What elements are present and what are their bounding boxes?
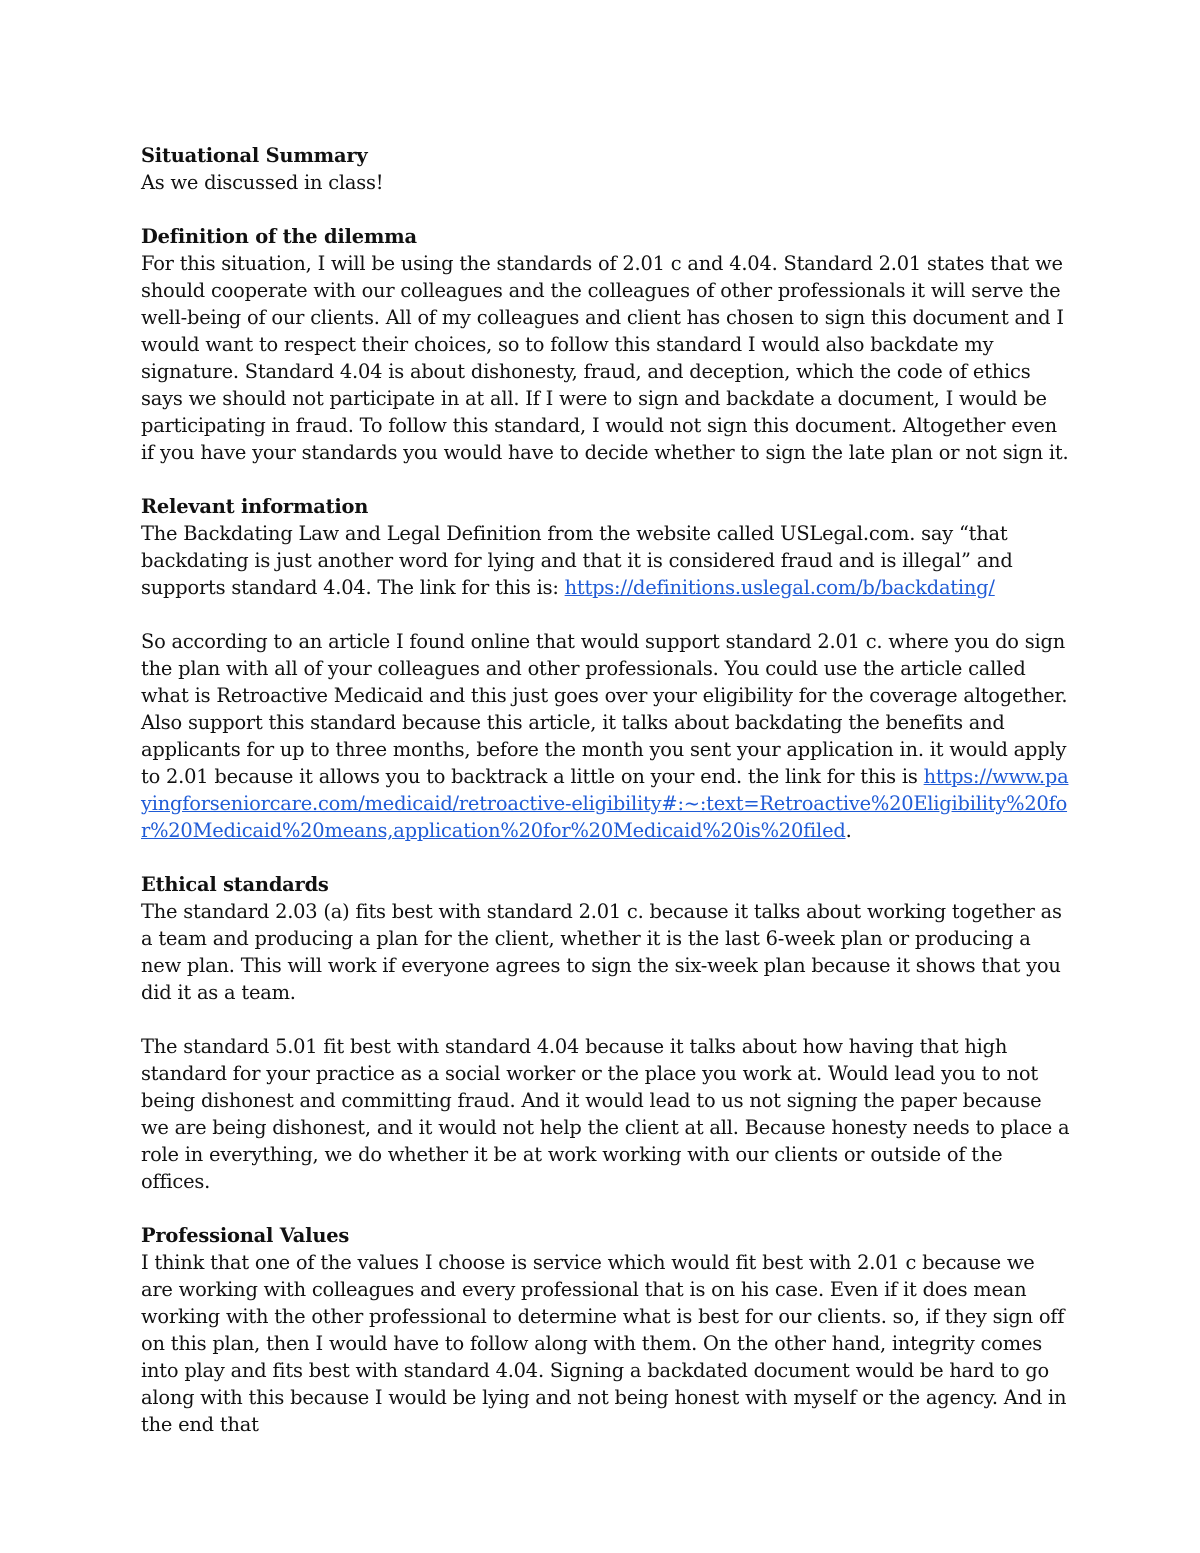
paragraph-gap [141,1006,1071,1033]
professional-values-text: I think that one of the values I choose is service which would fit best with 2.01 c because we are working with colleagues and every professional that is on his case. Even if it does mean working with the other professional to determine what is best for our clients. so, if they sign off on this plan, then I would have to follow along with them. On the other hand, integrity comes into play and fits best with standard 4.04. Signing a backdated document would be hard to go along with this because I would be lying and not being honest with myself or the agency. And in the end that [141,1251,1067,1436]
ethical-paragraph-2: The standard 5.01 fit best with standard 4.04 because it talks about how having that high standard for your practice as a social worker or the place you work at. Would lead you to not being dishonest and committing fraud. And it would lead to us not signing the paper because we are being dishonest, and it would not help the client at all. Because honesty needs to place a role in everything, we do whether it be at work working with our clients or outside of the offices. [141,1035,1070,1193]
paragraph-gap [141,601,1071,628]
ethical-paragraph-1: The standard 2.03 (a) fits best with standard 2.01 c. because it talks about working together as a team and producing a plan for the client, whether it is the last 6-week plan or producing a new plan. This will work if everyone agrees to sign the six-week plan because it shows that you did it as a team. [141,900,1062,1004]
heading-definition-of-dilemma: Definition of the dilemma [141,225,417,248]
paragraph-gap [141,466,1071,493]
heading-professional-values: Professional Values [141,1224,350,1247]
heading-ethical-standards: Ethical standards [141,873,329,896]
relevant-paragraph-2-end: . [845,819,852,842]
paragraph-gap [141,1195,1071,1222]
relevant-paragraph-1 [141,520,1071,601]
situational-summary-text: As we discussed in class! [141,171,384,194]
paragraph-gap [141,844,1071,871]
relevant-paragraph-2-text: So according to an article I found online that would support standard 2.01 c. where you do sign the plan with all of your colleagues and other professionals. You could use the article called what is Retroactive Medicaid and this just goes over your eligibility for the coverage altogether. Also support this standard because this article, it talks about backdating the benefits and applicants for up to three months, before the month you sent your application in. it would apply to 2.01 because it allows you to backtrack a little on your end. the link for this is [141,630,1068,788]
document-page [141,142,1071,1438]
relevant-paragraph-1-text: The Backdating Law and Legal Definition from the website called USLegal.com. say “that backdating is just another word for lying and that it is considered fraud and is illegal” and supports standard 4.04. The link for this is: [141,522,1013,599]
uslegal-backdating-link[interactable]: https://definitions.uslegal.com/b/backdating/ [564,576,995,599]
dilemma-text: For this situation, I will be using the standards of 2.01 c and 4.04. Standard 2.01 states that we should cooperate with our colleagues and the colleagues of other professionals it will serve the well-being of our clients. All of my colleagues and client has chosen to sign this document and I would want to respect their choices, so to follow this standard I would also backdate my signature. Standard 4.04 is about dishonesty, fraud, and deception, which the code of ethics says we should not participate in at all. If I were to sign and backdate a document, I would be participating in fraud. To follow this standard, I would not sign this document. Altogether even if you have your standards you would have to decide whether to sign the late plan or not sign it. [141,252,1069,464]
heading-situational-summary: Situational Summary [141,144,368,167]
paragraph-gap [141,196,1071,223]
heading-relevant-information: Relevant information [141,495,369,518]
relevant-paragraph-2 [141,628,1071,844]
retroactive-medicaid-link[interactable]: https://www.payingforseniorcare.com/medicaid/retroactive-eligibility#:~:text=Retroactive%20Eligibility%20for%20Medicaid%20means,application%20for%20Medicaid%20is%20filed [141,765,1069,842]
